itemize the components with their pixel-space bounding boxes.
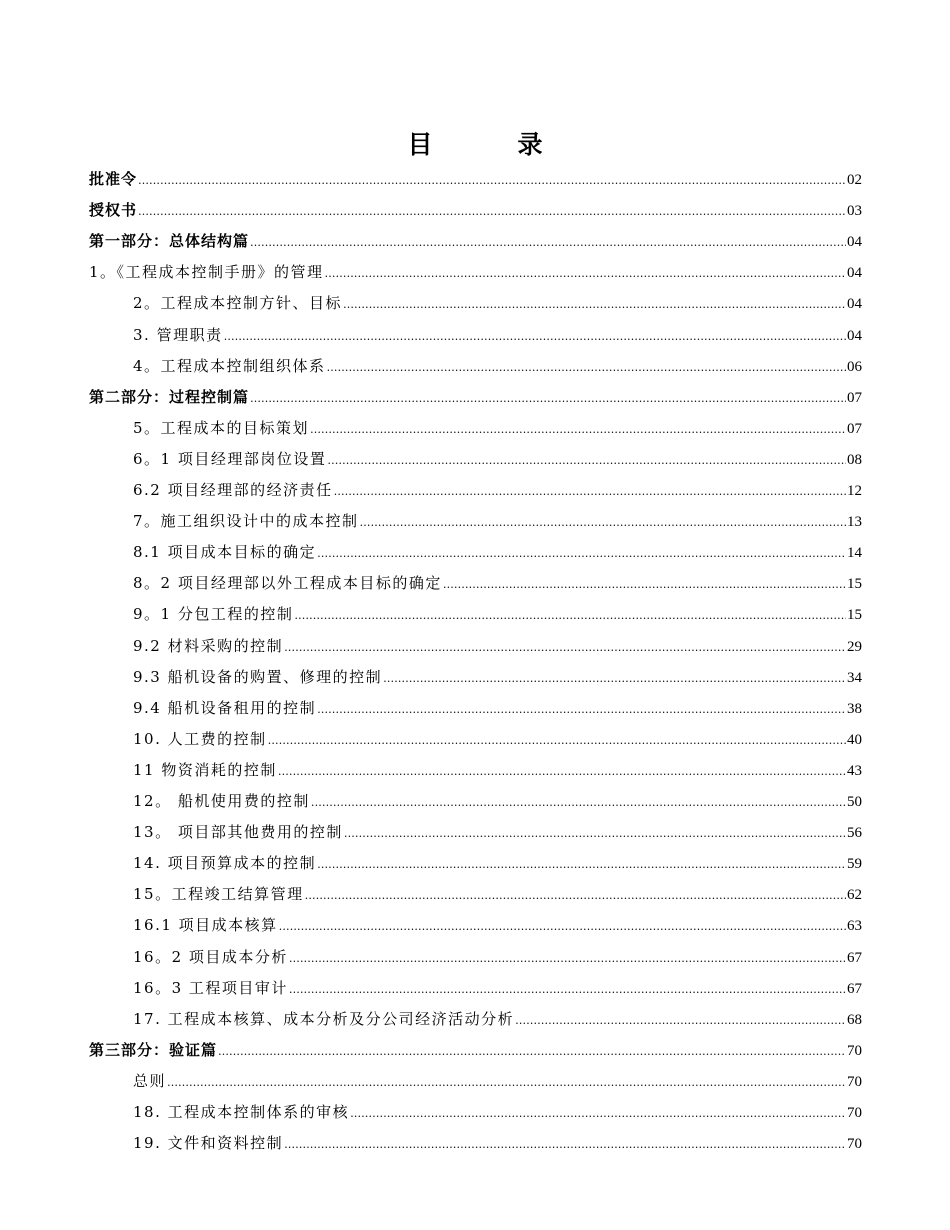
toc-dot-leader [310, 418, 846, 442]
toc-dot-leader [224, 325, 846, 349]
toc-entry[interactable] [89, 385, 862, 409]
toc-entry-label: 16.1 项目成本核算 [133, 916, 278, 934]
toc-dot-leader [167, 1071, 846, 1095]
toc-entry-label: 1。《工程成本控制手册》的管理 [89, 263, 324, 281]
toc-entry-label: 批准令 [89, 170, 138, 188]
toc-dot-leader [325, 262, 846, 286]
toc-dot-leader [294, 604, 846, 628]
toc-entry[interactable] [133, 540, 862, 564]
toc-entry[interactable] [89, 198, 862, 222]
toc-dot-leader [305, 884, 846, 908]
toc-entry-page-number: 08 [847, 452, 862, 468]
toc-entry-label: 4。工程成本控制组织体系 [133, 357, 326, 375]
toc-entry[interactable] [133, 851, 862, 875]
toc-entry-page-number: 67 [847, 981, 862, 997]
toc-entry[interactable] [133, 323, 862, 347]
toc-entry[interactable] [133, 789, 862, 813]
toc-dot-leader [344, 822, 846, 846]
toc-entry-page-number: 15 [847, 576, 862, 592]
toc-entry-label: 14. 项目预算成本的控制 [133, 854, 317, 872]
toc-dot-leader [350, 1102, 846, 1126]
toc-entry[interactable] [133, 727, 862, 751]
toc-entry-page-number: 62 [847, 887, 862, 903]
toc-dot-leader [515, 1009, 846, 1033]
toc-entry-page-number: 04 [847, 234, 862, 250]
toc-entry[interactable] [133, 696, 862, 720]
toc-entry-label: 16。3 工程项目审计 [133, 979, 288, 997]
toc-entry[interactable] [133, 602, 862, 626]
toc-entry-page-number: 07 [847, 421, 862, 437]
toc-dot-leader [343, 293, 846, 317]
toc-entry-label: 9。1 分包工程的控制 [133, 605, 294, 623]
toc-dot-leader [218, 1040, 846, 1064]
toc-entry-label: 9.3 船机设备的购置、修理的控制 [133, 668, 383, 686]
toc-dot-leader [311, 791, 846, 815]
toc-entry-label: 总则 [133, 1072, 167, 1090]
toc-entry-page-number: 59 [847, 856, 862, 872]
toc-entry[interactable] [89, 167, 862, 191]
toc-entry[interactable] [133, 571, 862, 595]
toc-entry[interactable] [133, 291, 862, 315]
toc-dot-leader [443, 573, 846, 597]
toc-entry[interactable] [133, 1131, 862, 1155]
toc-entry[interactable] [133, 882, 862, 906]
toc-entry-label: 7。施工组织设计中的成本控制 [133, 512, 359, 530]
toc-entry-page-number: 06 [847, 359, 862, 375]
toc-entry-page-number: 67 [847, 950, 862, 966]
toc-entry-label: 6。1 项目经理部岗位设置 [133, 450, 327, 468]
toc-entry-label: 授权书 [89, 201, 138, 219]
toc-dot-leader [289, 947, 846, 971]
toc-entry[interactable] [133, 447, 862, 471]
toc-dot-leader [317, 698, 846, 722]
toc-entry-label: 第三部分：验证篇 [89, 1041, 218, 1059]
toc-entry-label: 15。工程竣工结算管理 [133, 885, 304, 903]
toc-entry-label: 18. 工程成本控制体系的审核 [133, 1103, 350, 1121]
toc-entry-label: 第一部分：总体结构篇 [89, 232, 250, 250]
toc-entry-page-number: 14 [847, 545, 862, 561]
toc-entry-label: 8.1 项目成本目标的确定 [133, 543, 317, 561]
toc-entry-page-number: 03 [847, 203, 862, 219]
toc-dot-leader [289, 978, 846, 1002]
toc-entry[interactable] [133, 758, 862, 782]
toc-dot-leader [317, 853, 846, 877]
toc-entry-page-number: 04 [847, 328, 862, 344]
toc-dot-leader [327, 449, 846, 473]
toc-entry[interactable] [89, 260, 862, 284]
toc-entry-page-number: 56 [847, 825, 862, 841]
toc-dot-leader [138, 200, 846, 224]
toc-dot-leader [317, 542, 846, 566]
toc-entry[interactable] [133, 1100, 862, 1124]
toc-entry-page-number: 38 [847, 701, 862, 717]
toc-entry-page-number: 34 [847, 670, 862, 686]
toc-entry-label: 6.2 项目经理部的经济责任 [133, 481, 333, 499]
toc-entry-page-number: 70 [847, 1136, 862, 1152]
toc-entry[interactable] [133, 945, 862, 969]
toc-entry-page-number: 70 [847, 1105, 862, 1121]
toc-entry[interactable] [133, 478, 862, 502]
toc-entry[interactable] [89, 1038, 862, 1062]
toc-entry-label: 第二部分：过程控制篇 [89, 388, 250, 406]
toc-entry-label: 16。2 项目成本分析 [133, 948, 288, 966]
toc-dot-leader [284, 1133, 846, 1157]
toc-entry[interactable] [133, 820, 862, 844]
toc-dot-leader [279, 915, 846, 939]
toc-dot-leader [250, 231, 846, 255]
toc-entry-label: 13。 项目部其他费用的控制 [133, 823, 343, 841]
toc-entry[interactable] [133, 509, 862, 533]
toc-entry-page-number: 15 [847, 607, 862, 623]
toc-entry-label: 17. 工程成本核算、成本分析及分公司经济活动分析 [133, 1010, 515, 1028]
toc-entry-page-number: 04 [847, 265, 862, 281]
toc-entry-page-number: 12 [847, 483, 862, 499]
toc-entry-label: 9.4 船机设备租用的控制 [133, 699, 317, 717]
toc-entry-page-number: 13 [847, 514, 862, 530]
toc-entry-page-number: 43 [847, 763, 862, 779]
toc-entry-page-number: 50 [847, 794, 862, 810]
toc-entry-label: 12。 船机使用费的控制 [133, 792, 310, 810]
toc-entry-label: 5。工程成本的目标策划 [133, 419, 310, 437]
toc-entry[interactable] [133, 634, 862, 658]
toc-entry[interactable] [133, 1007, 862, 1031]
toc-entry-page-number: 40 [847, 732, 862, 748]
toc-entry-label: 3. 管理职责 [133, 326, 223, 344]
toc-dot-leader [284, 636, 846, 660]
toc-entry-page-number: 02 [847, 172, 862, 188]
toc-dot-leader [268, 729, 846, 753]
toc-entry-label: 8。2 项目经理部以外工程成本目标的确定 [133, 574, 442, 592]
toc-entry[interactable] [133, 913, 862, 937]
toc-dot-leader [334, 480, 846, 504]
toc-dot-leader [138, 169, 846, 193]
toc-dot-leader [360, 511, 846, 535]
toc-entry-page-number: 07 [847, 390, 862, 406]
toc-entry-label: 2。工程成本控制方针、目标 [133, 294, 343, 312]
toc-entry-page-number: 04 [847, 296, 862, 312]
toc-entry[interactable] [133, 665, 862, 689]
toc-entry-label: 9.2 材料采购的控制 [133, 637, 284, 655]
toc-entry-page-number: 68 [847, 1012, 862, 1028]
toc-entry-label: 19. 文件和资料控制 [133, 1134, 284, 1152]
toc-entry-label: 11 物资消耗的控制 [133, 761, 277, 779]
toc-entry-page-number: 70 [847, 1043, 862, 1059]
toc-dot-leader [327, 356, 846, 380]
toc-dot-leader [278, 760, 846, 784]
toc-dot-leader [250, 387, 846, 411]
toc-dot-leader [383, 667, 846, 691]
toc-entry[interactable] [89, 229, 862, 253]
toc-entry[interactable] [133, 976, 862, 1000]
toc-entry[interactable] [133, 416, 862, 440]
toc-entry-label: 10. 人工费的控制 [133, 730, 267, 748]
toc-entry[interactable] [133, 354, 862, 378]
toc-title: 目 录 [407, 130, 573, 159]
toc-entry-page-number: 63 [847, 918, 862, 934]
toc-entry[interactable] [133, 1069, 862, 1093]
toc-entry-page-number: 70 [847, 1074, 862, 1090]
toc-entry-page-number: 29 [847, 639, 862, 655]
